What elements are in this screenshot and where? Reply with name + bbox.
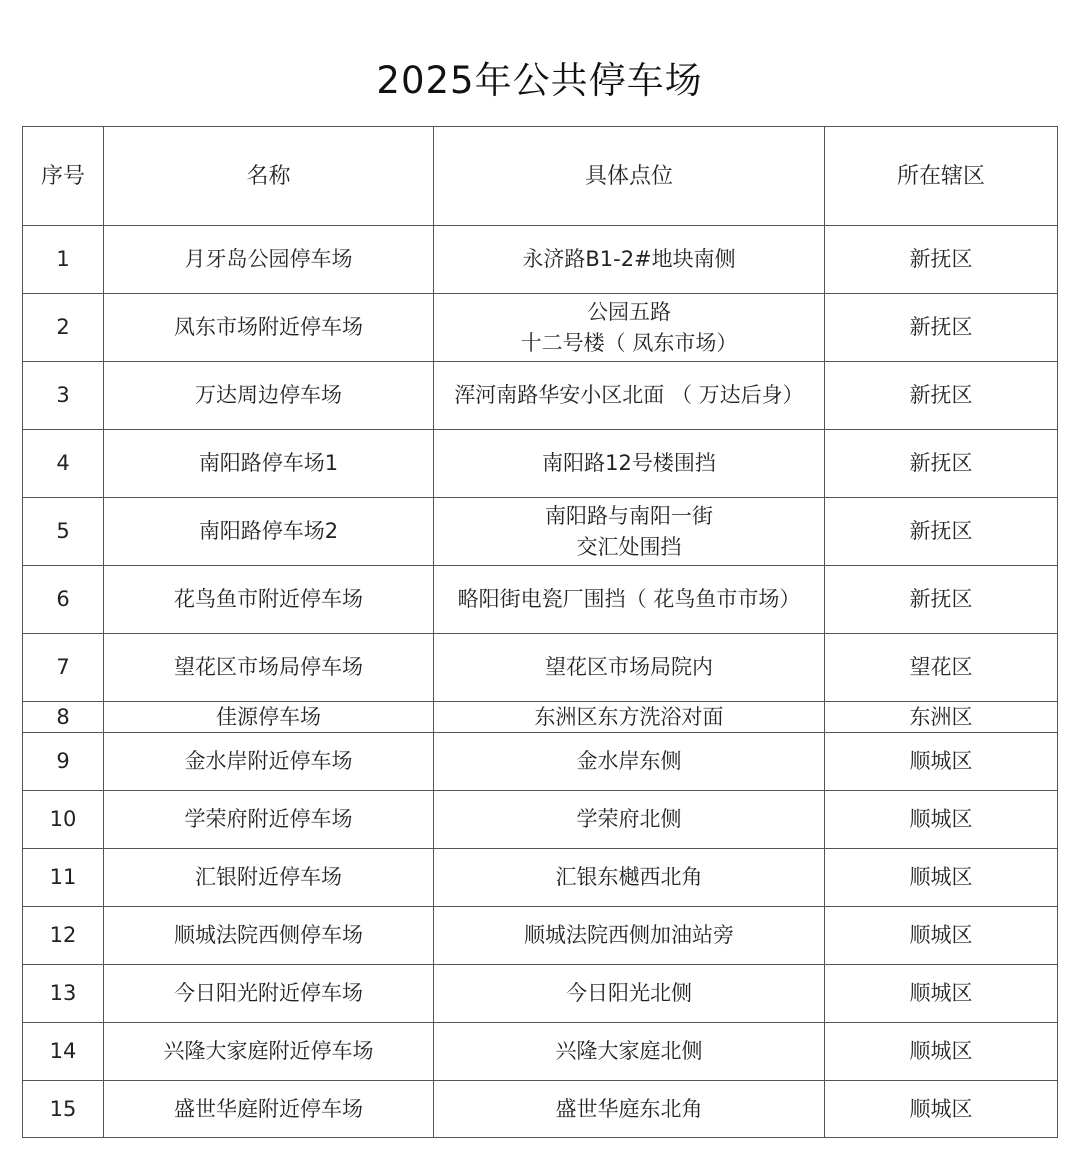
table-row: [23, 498, 1058, 566]
cell-no: 15: [23, 1081, 104, 1138]
cell-location: 汇银东樾西北角: [434, 849, 825, 907]
cell-location: 望花区市场局院内: [434, 634, 825, 702]
cell-name: 兴隆大家庭附近停车场: [104, 1023, 434, 1081]
table-row: [23, 294, 1058, 362]
table-row: [23, 430, 1058, 498]
cell-no: 8: [23, 702, 104, 733]
cell-no: 10: [23, 791, 104, 849]
cell-name: 望花区市场局停车场: [104, 634, 434, 702]
cell-no: 1: [23, 226, 104, 294]
cell-district: 新抚区: [825, 294, 1058, 362]
cell-no: 5: [23, 498, 104, 566]
cell-location: 兴隆大家庭北侧: [434, 1023, 825, 1081]
cell-district: 新抚区: [825, 498, 1058, 566]
cell-location: 东洲区东方洗浴对面: [434, 702, 825, 733]
table-row: [23, 362, 1058, 430]
cell-district: 顺城区: [825, 907, 1058, 965]
cell-location: 略阳街电瓷厂围挡（ 花鸟鱼市市场）: [434, 566, 825, 634]
cell-name: 万达周边停车场: [104, 362, 434, 430]
cell-district: 顺城区: [825, 1081, 1058, 1138]
cell-name: 凤东市场附近停车场: [104, 294, 434, 362]
document-sheet: [22, 28, 1057, 1138]
cell-location: 浑河南路华安小区北面 （ 万达后身）: [434, 362, 825, 430]
header-name: 名称: [104, 127, 434, 226]
cell-name: 盛世华庭附近停车场: [104, 1081, 434, 1138]
table-row: [23, 965, 1058, 1023]
cell-location: 南阳路与南阳一街 交汇处围挡: [434, 498, 825, 566]
cell-name: 佳源停车场: [104, 702, 434, 733]
table-header-row: [23, 127, 1058, 226]
cell-district: 顺城区: [825, 733, 1058, 791]
table-row: [23, 702, 1058, 733]
table-row: [23, 791, 1058, 849]
cell-district: 顺城区: [825, 1023, 1058, 1081]
cell-name: 南阳路停车场2: [104, 498, 434, 566]
table-row: [23, 1081, 1058, 1138]
cell-district: 新抚区: [825, 430, 1058, 498]
document-title: 2025年公共停车场: [376, 59, 703, 102]
cell-name: 今日阳光附近停车场: [104, 965, 434, 1023]
cell-district: 望花区: [825, 634, 1058, 702]
cell-no: 3: [23, 362, 104, 430]
cell-no: 4: [23, 430, 104, 498]
cell-no: 6: [23, 566, 104, 634]
table-row: [23, 907, 1058, 965]
cell-district: 顺城区: [825, 965, 1058, 1023]
table-row: [23, 566, 1058, 634]
cell-name: 南阳路停车场1: [104, 430, 434, 498]
cell-name: 月牙岛公园停车场: [104, 226, 434, 294]
cell-location: 顺城法院西侧加油站旁: [434, 907, 825, 965]
cell-location: 今日阳光北侧: [434, 965, 825, 1023]
header-district: 所在辖区: [825, 127, 1058, 226]
parking-table: [22, 126, 1058, 1138]
cell-district: 新抚区: [825, 226, 1058, 294]
cell-district: 顺城区: [825, 849, 1058, 907]
cell-name: 汇银附近停车场: [104, 849, 434, 907]
cell-district: 新抚区: [825, 566, 1058, 634]
cell-name: 花鸟鱼市附近停车场: [104, 566, 434, 634]
header-location: 具体点位: [434, 127, 825, 226]
header-no: 序号: [23, 127, 104, 226]
cell-name: 顺城法院西侧停车场: [104, 907, 434, 965]
cell-location: 南阳路12号楼围挡: [434, 430, 825, 498]
cell-no: 12: [23, 907, 104, 965]
table-row: [23, 733, 1058, 791]
cell-district: 新抚区: [825, 362, 1058, 430]
cell-no: 13: [23, 965, 104, 1023]
cell-no: 11: [23, 849, 104, 907]
cell-name: 学荣府附近停车场: [104, 791, 434, 849]
cell-location: 永济路B1-2#地块南侧: [434, 226, 825, 294]
table-row: [23, 1023, 1058, 1081]
cell-district: 顺城区: [825, 791, 1058, 849]
cell-location: 公园五路 十二号楼（ 凤东市场）: [434, 294, 825, 362]
cell-no: 9: [23, 733, 104, 791]
cell-no: 14: [23, 1023, 104, 1081]
cell-location: 学荣府北侧: [434, 791, 825, 849]
table-row: [23, 634, 1058, 702]
cell-no: 7: [23, 634, 104, 702]
table-row: [23, 226, 1058, 294]
table-row: [23, 849, 1058, 907]
cell-location: 盛世华庭东北角: [434, 1081, 825, 1138]
cell-name: 金水岸附近停车场: [104, 733, 434, 791]
cell-location: 金水岸东侧: [434, 733, 825, 791]
cell-no: 2: [23, 294, 104, 362]
cell-district: 东洲区: [825, 702, 1058, 733]
